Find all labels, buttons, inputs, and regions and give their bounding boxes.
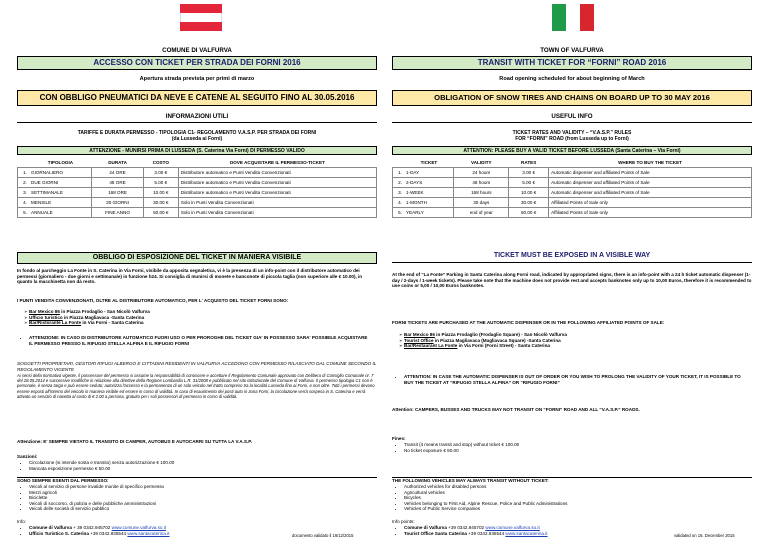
website-link[interactable]: www.santacaterina.it xyxy=(505,530,548,536)
list-item: • Biciclette xyxy=(29,495,369,501)
right-rates-table xyxy=(392,157,752,218)
list-item: • Vehicles of Public Service companies xyxy=(404,506,744,512)
right-winter-notice: OBLIGATION OF SNOW TIRES AND CHAINS ON BOARD UP TO 30 MAY 2016 xyxy=(392,90,752,106)
table-row: 3. SETTIMANALE 168 ORE 10.00 € Distributore automatico e Punti Vendita Convenzionati xyxy=(18,188,377,198)
right-attention: ATTENTION: PLEASE BUY A VALID TICKET BEFORE LUSSEDA (Santa Caterina – Via Forni) xyxy=(392,146,752,155)
right-header: TOWN OF VALFURVA xyxy=(540,47,604,54)
table-header: WHERE TO BUY THE TICKET xyxy=(618,159,682,165)
left-winter-notice: CON OBBLIGO PNEUMATICI DA NEVE E CATENE AL SEGUITO FINO AL 30.05.2016 xyxy=(17,90,377,106)
left-header: COMUNE DI VALFURVA xyxy=(162,47,232,54)
left-attenzione-list xyxy=(17,335,369,346)
table-header: DOVE ACQUISTARE IL PERMESSO-TICKET xyxy=(229,159,325,165)
list-item: • ATTENTION: IN CASE THE AUTOMATIC DISPENSER IS OUT OF ORDER OR YOU WISH TO PROLONG THE VALIDITY OF YOUR TICKET, IT IS POSSIBLE TO BUY THE TICKET AT “RIFUGIO STELLA ALPINA” OR “RIFUGIO FORNI” xyxy=(404,374,744,385)
left-para-1: In fondo al parcheggio La Fonte in S. Caterina in Via Forni, visibile da apposita segnaletica, vi è la presenza di un info-point con il distributore automatico dei permessi (giornaliero - due giorni e settimanale) in funzione h24. Si consiglia di munirsi di monete e banconote di piccola taglia (non superiore alle € 10.00), in quanto la macchinetta non dà resto. xyxy=(17,268,363,285)
right-validated: validated on 16. December 2015 xyxy=(674,533,735,538)
website-link[interactable]: www.comune.valfurva.so.it xyxy=(485,525,540,530)
austria-flag-icon xyxy=(180,4,222,31)
table-header: TIPOLOGIA xyxy=(47,159,74,165)
left-info-heading: INFORMAZIONI UTILI xyxy=(165,113,229,120)
list-item: ➢ Bar/Restaurant La Fonte in Via Forni (Forni Street) - Santa Caterina xyxy=(404,343,744,349)
right-info-list xyxy=(392,525,664,536)
left-subtitle: Apertura strada prevista per primi di marzo xyxy=(139,76,255,82)
list-item: • Agricultural vehicles xyxy=(404,490,744,496)
list-item: ➢ Tourist Office in Piazza Magliavaca (Magliavaca Square) -Santa Caterina xyxy=(404,338,744,344)
right-fines-title: Fines: xyxy=(392,436,406,441)
right-vehicles-list xyxy=(392,484,744,512)
list-item: • Comune di Valfurva + 39 0342.945702 www.comune.valfurva.so.it xyxy=(29,525,279,531)
left-esenti-list xyxy=(17,484,369,512)
left-para-2: I PUNTI VENDITA CONVENZIONATI, OLTRE AL DISTRIBUTORE AUTOMATICO, PER L' ACQUISTO DEL TICKET FORNI SONO: xyxy=(17,298,289,303)
list-item: • Authorized vehicles for disabled persons xyxy=(404,484,744,490)
left-validated: documento validato il 16/12/2015 xyxy=(292,533,354,538)
table-row: 1. 1-DAY 24 hours 3.00 € Automatic dispenser and affiliated Points of Sale xyxy=(393,168,752,178)
right-points-list xyxy=(392,332,744,349)
right-para-1: At the end of “La Fonte” Parking in Santa Caterina along Forni road, indicated by appropriated signs, there is an info-point with a 24 h ticket automatic dispenser (1-day / 2-days / 1-week tickets). Please take note that the machine does not provide rest and accepts banknotes only up to 10,00 Euros, therefore it is recommended to use coins or 5,00 / 10,00 Euros banknotes. xyxy=(392,272,752,289)
right-visible: TICKET MUST BE EXPOSED IN A VISIBLE WAY xyxy=(493,252,651,259)
left-title: ACCESSO CON TICKET PER STRADA DEI FORNI 2016 xyxy=(17,56,377,70)
right-attention-list xyxy=(392,374,744,385)
list-item: • Veicoli delle società di servizio pubblico xyxy=(29,506,369,512)
list-item: ➢ Bar/Ristorante La Fonte in Via Forni - Santa Caterina xyxy=(29,320,369,326)
italy-flag-icon xyxy=(552,4,594,31)
left-info-list xyxy=(17,525,279,536)
table-header: VALIDITY xyxy=(471,159,492,165)
list-item: • Comune di Valfurva +39 0342.945702 www.comune.valfurva.so.it xyxy=(404,525,664,531)
left-info-label: Info: xyxy=(17,519,26,524)
left-obbligo: OBBLIGO DI ESPOSIZIONE DEL TICKET IN MANIERA VISIBILE xyxy=(17,252,377,264)
left-rates-table xyxy=(17,157,377,218)
table-row: 2. DUE GIORNI 48 ORE 5.00 € Distributore automatico e Punti Vendita Convenzionati xyxy=(18,178,377,188)
right-vehicles-title: THE FOLLOWING VEHICLES MAY ALWAYS TRANSIT WITHOUT TICKET: xyxy=(392,477,752,484)
list-item: • Mancata esposizione permesso € 50.00 xyxy=(29,466,369,472)
list-item: ➢ Bar Mexico 86 in Piazza Frodaglio (Frodaglio Square) - San Nicolò Valfurva xyxy=(404,332,744,338)
right-bus-notice: Attention: CAMPERS, BUSSES AND TRUCKS MAY NOT TRANSIT ON “FORNI” ROAD AND ALL “V.A.S.P.” ROADS. xyxy=(392,407,640,412)
list-item: ➢ Ufficio turistico in Piazza Magliavaca -Santa Caterina xyxy=(29,315,369,321)
right-info-label: Info points: xyxy=(392,519,415,524)
left-bus-notice: Attenzione: E' SEMPRE VIETATO IL TRANSITO DI CAMPER, AUTOBUS E AUTOCARRI SU TUTTA LA V.A.S.P. xyxy=(17,439,253,444)
right-subtitle: Road opening scheduled for about beginning of March xyxy=(499,76,645,82)
list-item: • Vehicles belonging to First Aid, Alpine Rescue, Police and Public Administrations xyxy=(404,501,744,507)
table-row: 5. YEARLY end of year 50.00 € Affiliated Points of Sale only xyxy=(393,208,752,218)
right-info-heading: USEFUL INFO xyxy=(551,113,593,120)
table-row: 1. GIORNALIERO 24 ORE 3.00 € Distributore automatico e Punti Vendita Convenzionati xyxy=(18,168,377,178)
left-regolamento: Ai sensi della normativa vigente, il possessore del permesso si assume la responsabilità di conoscere e accettare il Regolamento Comunale approvato con Delibera di Consiglio Comunale nr. 7 del 28.05.2014 e successive modifiche in relazione alla direttive della Regione Lombardia L.R. 31/2008 e pubblicato nel sito istituzionale del Comune di Valfurva. Il permesso tipologia C1 non è personale, è senza targa e può essere ceduto; autorizza l'accesso e la permanenza di un solo veicolo nel tratto compreso tra la località Lusseda fino ai Forni, e non oltre. Tutti i permessi devono essere esposti all'interno del veicolo in maniera visibile ed essere in corso di validità. In caso di esaurimento dei posti auto in zona Forni, la circolazione verrà sospesa in S. Caterina e verrà attivato un servizio di navetta al costo di € 2.00 a persona, gratuito per i soli possessori di permesso in corso di validità. xyxy=(17,373,375,399)
left-soggetti: SOGGETTI PROPRIETARI, GESTORI RIFUGI ALBERGO E CITTADINI RESIDENTI IN VALFURVA ACCEDONO CON PERMESSO RILASCIATO DAL COMUNE SECONDO IL REGOLAMENTO VIGENTE xyxy=(17,361,377,372)
left-tariffe-sub: (da Lusseda ai Forni) xyxy=(171,136,223,142)
right-title: TRANSIT WITH TICKET FOR “FORNI” ROAD 2016 xyxy=(392,56,752,70)
list-item: • Bicycles xyxy=(404,495,744,501)
right-rates: TICKET RATES AND VALIDITY – “V.A.S.P.” RULES xyxy=(512,130,632,136)
table-header: DURATA xyxy=(108,159,127,165)
right-para-2: FORNI TICKETS ARE PURCHASED AT THE AUTOMATIC DISPENSER OR IN THE FOLLOWING AFFILIATED POINTS OF SALE: xyxy=(392,320,665,325)
table-row: 3. 1-WEEK 168 hours 10.00 € Automatic dispenser and affiliated Points of Sale xyxy=(393,188,752,198)
table-header: TICKET xyxy=(420,159,438,165)
website-link[interactable]: www.santacaterina.it xyxy=(127,530,170,536)
table-row: 4. MENSILE 30 GIORNI 30.00 € Solo in Punti Vendita Convenzionati xyxy=(18,198,377,208)
right-rates-sub: FOR “FORNI” ROAD (from Lusseda up to Forni) xyxy=(515,136,629,142)
left-attention: ATTENZIONE - MUNIRSI PRIMA DI LUSSEDA (S. Caterina Via Forni) DI PERMESSO VALIDO xyxy=(17,146,377,155)
list-item: • Transit (it means transit and stop) without ticket € 100.00 xyxy=(404,442,744,448)
list-item: ➢ Bar Mexico 86 in Piazza Frodaglio - San Nicolò Valfurva xyxy=(29,309,369,315)
left-points-list xyxy=(17,309,369,326)
list-item: • Veicoli al servizio di persone invalide munite di specifico permesso xyxy=(29,484,369,490)
list-item: • Veicoli di soccorso, di polizia e delle pubbliche amministrazioni xyxy=(29,501,369,507)
list-item: • Mezzi agricoli xyxy=(29,490,369,496)
table-row: 5. ANNUALE FINE ANNO 50.00 € Solo in Punti Vendita Convenzionati xyxy=(18,208,377,218)
table-row: 2. 2-DAYS 48 hours 5.00 € Automatic dispenser and affiliated Points of Sale xyxy=(393,178,752,188)
list-item: • Ufficio Turistico S. Caterina +39 0342.935544 www.santacaterina.it xyxy=(29,531,279,537)
website-link[interactable]: www.comune.valfurva.so.it xyxy=(111,525,167,530)
table-header: RATES xyxy=(521,159,537,165)
table-row: 4. 1-MONTH 30 days 30.00 € Affiliated Points of Sale only xyxy=(393,198,752,208)
list-item: • ATTENZIONE: IN CASO DI DISTRIBUTORE AUTOMATICO FUORI USO O PER PROROGHE DEL TICKET GIA' IN POSSESSO SARA' POSSIBILE ACQUISTARE IL PERMESSO PRESSO IL RIFUGIO STELLA ALPINA E IL RIFUGIO FORNI xyxy=(29,335,369,346)
list-item: • No ticket exposure € 50.00 xyxy=(404,448,744,454)
list-item: • Tourist Office Santa Caterina +39 0342.935544 www.santacaterina.it xyxy=(404,531,664,537)
left-sanzioni-title: Sanzioni: xyxy=(17,454,38,459)
left-sanzioni-list xyxy=(17,460,369,471)
list-item: • Circolazione (si intende sosta e transito) senza autorizzazione € 100.00 xyxy=(29,460,369,466)
table-header: COSTO xyxy=(152,159,169,165)
left-esenti-title: SONO SEMPRE ESENTI DAL PERMESSO: xyxy=(17,477,377,484)
left-tariffe: TARIFFE E DURATA PERMESSO - TIPOLOGIA C1- REGOLAMENTO V.A.S.P. PER STRADA DEI FORNI xyxy=(77,130,317,136)
right-fines-list xyxy=(392,442,744,453)
